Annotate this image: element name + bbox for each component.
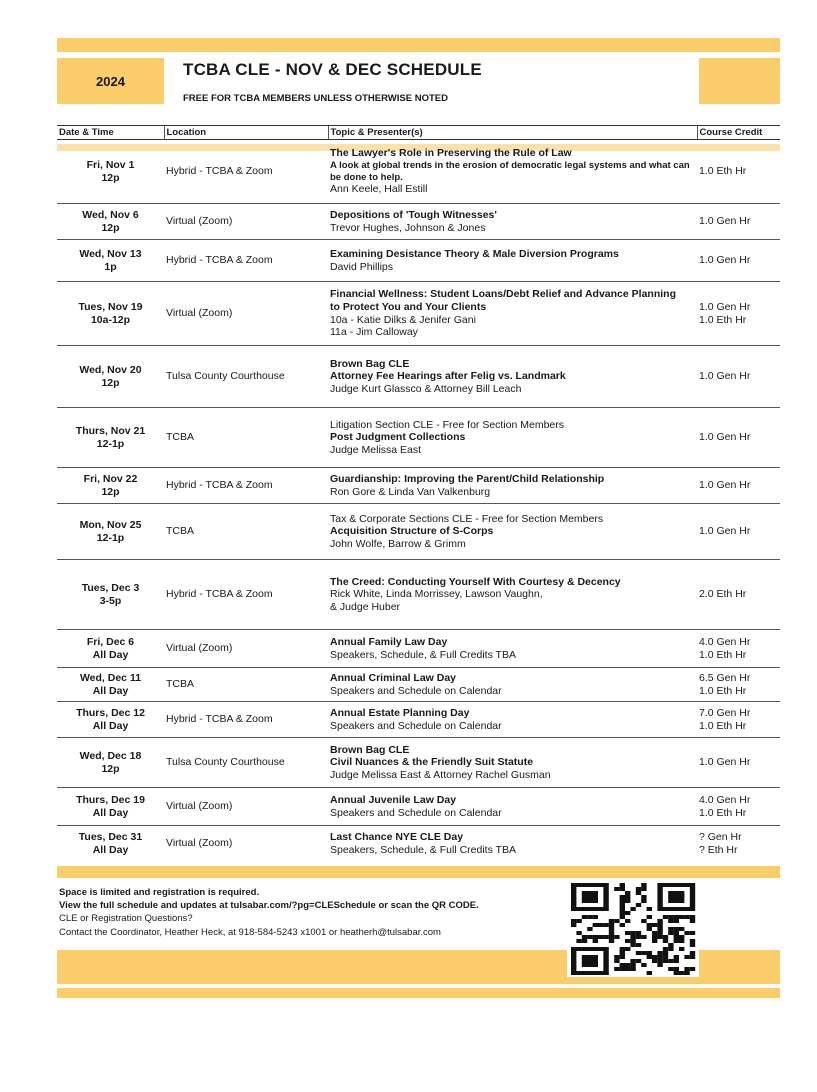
row-topic	[328, 702, 697, 738]
row-time: All Day	[92, 648, 129, 661]
row-date: Wed, Nov 6	[82, 208, 139, 221]
row-credit	[697, 668, 780, 702]
topic-line: Judge Kurt Glassco & Attorney Bill Leach	[330, 382, 522, 395]
row-date-time	[57, 738, 164, 788]
row-credit	[697, 738, 780, 788]
credit-hours: 1.0 Gen Hr	[699, 756, 751, 769]
credit-hours: 2.0 Eth Hr	[699, 588, 747, 601]
table-row	[57, 788, 780, 826]
topic-line: to Protect You and Your Clients	[330, 300, 487, 313]
row-location: Virtual (Zoom)	[164, 630, 328, 668]
table-row	[57, 560, 780, 630]
row-topic	[328, 560, 697, 630]
row-time: 3-5p	[99, 594, 122, 607]
topic-title: Litigation Section CLE - Free for Section Members	[330, 418, 565, 431]
row-location: TCBA	[164, 504, 328, 560]
topic-line: Ron Gore & Linda Van Valkenburg	[330, 485, 491, 498]
topic-line: Post Judgment Collections	[330, 431, 466, 444]
table-row	[57, 504, 780, 560]
topic-line: Rick White, Linda Morrissey, Lawson Vaughn,	[330, 588, 543, 601]
header-accent-box	[699, 58, 780, 104]
table-row	[57, 240, 780, 282]
topic-title: Financial Wellness: Student Loans/Debt Relief and Advance Planning	[330, 288, 676, 301]
schedule-body	[57, 140, 780, 862]
bottom-band	[57, 988, 780, 998]
row-location: Virtual (Zoom)	[164, 282, 328, 346]
row-location: Virtual (Zoom)	[164, 788, 328, 826]
footer-contact: Contact the Coordinator, Heather Heck, at 918-584-5243 x1001 or heatherh@tulsabar.com	[59, 926, 441, 938]
row-date: Wed, Dec 11	[79, 671, 142, 684]
row-date-time	[57, 408, 164, 468]
row-date-time	[57, 702, 164, 738]
table-row	[57, 140, 780, 204]
table-header-row	[57, 126, 780, 140]
row-topic	[328, 468, 697, 504]
row-date: Thurs, Dec 12	[76, 706, 145, 719]
row-time: 12p	[101, 376, 120, 389]
row-date: Tues, Dec 3	[81, 581, 140, 594]
table-row	[57, 826, 780, 862]
credit-hours: 1.0 Gen Hr	[699, 525, 751, 538]
row-location: Hybrid - TCBA & Zoom	[164, 468, 328, 504]
footer-top-band	[57, 866, 780, 878]
topic-line: Speakers and Schedule on Calendar	[330, 719, 502, 732]
credit-hours: 1.0 Gen Hr	[699, 431, 751, 444]
footer-schedule-link: View the full schedule and updates at tulsabar.com/?pg=CLESchedule or scan the QR CODE.	[59, 900, 479, 912]
page-subtitle: FREE FOR TCBA MEMBERS UNLESS OTHERWISE NOTED	[183, 93, 448, 104]
row-date: Wed, Nov 20	[79, 363, 142, 376]
credit-hours: 1.0 Eth Hr	[699, 648, 747, 661]
row-time: 12p	[101, 221, 120, 234]
row-credit	[697, 204, 780, 240]
topic-line: Acquisition Structure of S-Corps	[330, 525, 494, 538]
credit-hours: 1.0 Eth Hr	[699, 719, 747, 732]
schedule-table	[57, 125, 780, 862]
topic-title: Depositions of 'Tough Witnesses'	[330, 208, 497, 221]
row-date: Thurs, Nov 21	[75, 424, 146, 437]
row-credit	[697, 788, 780, 826]
row-topic	[328, 408, 697, 468]
topic-title: Annual Criminal Law Day	[330, 671, 457, 684]
topic-title: Annual Juvenile Law Day	[330, 793, 457, 806]
row-location: Hybrid - TCBA & Zoom	[164, 702, 328, 738]
row-location: Hybrid - TCBA & Zoom	[164, 240, 328, 282]
row-credit	[697, 504, 780, 560]
row-date: Thurs, Dec 19	[76, 793, 145, 806]
credit-hours: 1.0 Gen Hr	[699, 370, 751, 383]
col-header-date: Date & Time	[57, 126, 164, 140]
row-location: Tulsa County Courthouse	[164, 346, 328, 408]
row-time: All Day	[92, 684, 129, 697]
row-date-time	[57, 346, 164, 408]
footer-registration-note: Space is limited and registration is required.	[59, 887, 260, 898]
topic-line: Speakers and Schedule on Calendar	[330, 684, 502, 697]
credit-hours: 1.0 Eth Hr	[699, 806, 747, 819]
schedule-sheet	[57, 38, 780, 998]
row-time: 12-1p	[96, 437, 125, 450]
row-time: 12p	[101, 171, 120, 184]
credit-hours: 4.0 Gen Hr	[699, 635, 751, 648]
topic-line: John Wolfe, Barrow & Grimm	[330, 537, 466, 550]
topic-line: Speakers, Schedule, & Full Credits TBA	[330, 843, 516, 856]
table-row	[57, 702, 780, 738]
topic-line: Speakers and Schedule on Calendar	[330, 806, 502, 819]
row-time: 12p	[101, 762, 120, 775]
qr-code-icon	[567, 881, 699, 977]
topic-line: A look at global trends in the erosion of democratic legal systems and what can be done to help.	[330, 160, 690, 183]
row-topic	[328, 282, 697, 346]
row-time: 12-1p	[96, 531, 125, 544]
table-row	[57, 346, 780, 408]
row-credit	[697, 826, 780, 862]
topic-line: Judge Melissa East	[330, 443, 422, 456]
qr-code-graphic	[567, 881, 699, 977]
topic-title: Brown Bag CLE	[330, 357, 410, 370]
table-row	[57, 408, 780, 468]
row-topic	[328, 346, 697, 408]
row-credit	[697, 346, 780, 408]
topic-line: Trevor Hughes, Johnson & Jones	[330, 221, 486, 234]
row-time: 10a-12p	[90, 313, 131, 326]
credit-hours: 1.0 Gen Hr	[699, 254, 751, 267]
row-location: Hybrid - TCBA & Zoom	[164, 560, 328, 630]
row-date-time	[57, 468, 164, 504]
row-location: Tulsa County Courthouse	[164, 738, 328, 788]
credit-hours: ? Gen Hr	[699, 831, 742, 844]
topic-line: 10a - Katie Dilks & Jenifer Gani	[330, 313, 476, 326]
row-location: TCBA	[164, 668, 328, 702]
row-credit	[697, 630, 780, 668]
row-topic	[328, 630, 697, 668]
credit-hours: 4.0 Gen Hr	[699, 793, 751, 806]
row-date-time	[57, 204, 164, 240]
topic-title: Annual Estate Planning Day	[330, 706, 470, 719]
row-topic	[328, 738, 697, 788]
row-time: All Day	[92, 843, 129, 856]
topic-title: Last Chance NYE CLE Day	[330, 831, 464, 844]
row-time: All Day	[92, 719, 129, 732]
table-row	[57, 468, 780, 504]
row-date-time	[57, 826, 164, 862]
topic-title: Examining Desistance Theory & Male Diversion Programs	[330, 247, 619, 260]
row-credit	[697, 140, 780, 204]
credit-hours: 1.0 Gen Hr	[699, 300, 751, 313]
row-date: Mon, Nov 25	[79, 518, 142, 531]
row-credit	[697, 468, 780, 504]
topic-line: 11a - Jim Calloway	[330, 326, 418, 339]
col-header-topic: Topic & Presenter(s)	[328, 126, 697, 140]
credit-hours: 6.5 Gen Hr	[699, 671, 751, 684]
row-date: Tues, Dec 31	[78, 831, 143, 844]
row-date: Fri, Nov 1	[86, 158, 135, 171]
topic-title: Brown Bag CLE	[330, 743, 410, 756]
row-credit	[697, 240, 780, 282]
table-row	[57, 630, 780, 668]
topic-line: & Judge Huber	[330, 600, 401, 613]
credit-hours: 1.0 Eth Hr	[699, 684, 747, 697]
row-date-time	[57, 140, 164, 204]
topic-line: David Phillips	[330, 260, 394, 273]
footer-notes	[59, 886, 479, 939]
col-header-credit: Course Credit	[697, 126, 780, 140]
topic-title: Guardianship: Improving the Parent/Child Relationship	[330, 472, 605, 485]
topic-title: Tax & Corporate Sections CLE - Free for Section Members	[330, 512, 604, 525]
table-row	[57, 668, 780, 702]
row-credit	[697, 282, 780, 346]
topic-title: Annual Family Law Day	[330, 635, 448, 648]
row-topic	[328, 826, 697, 862]
row-date: Wed, Nov 13	[79, 247, 142, 260]
row-topic	[328, 204, 697, 240]
topic-line: Speakers, Schedule, & Full Credits TBA	[330, 648, 516, 661]
row-topic	[328, 504, 697, 560]
row-location: TCBA	[164, 408, 328, 468]
table-row	[57, 282, 780, 346]
row-topic	[328, 788, 697, 826]
row-location: Virtual (Zoom)	[164, 826, 328, 862]
row-date-time	[57, 504, 164, 560]
topic-line: Ann Keele, Hall Estill	[330, 183, 428, 195]
row-location: Virtual (Zoom)	[164, 204, 328, 240]
topic-title: The Creed: Conducting Yourself With Courtesy & Decency	[330, 575, 621, 588]
row-topic	[328, 240, 697, 282]
footer-questions: CLE or Registration Questions?	[59, 913, 193, 925]
row-date: Fri, Nov 22	[83, 472, 138, 485]
row-credit	[697, 560, 780, 630]
credit-hours: 1.0 Gen Hr	[699, 215, 751, 228]
credit-hours: 7.0 Gen Hr	[699, 706, 751, 719]
table-row	[57, 204, 780, 240]
topic-line: Attorney Fee Hearings after Felig vs. Landmark	[330, 370, 566, 383]
row-topic	[328, 140, 697, 204]
topic-line: Judge Melissa East & Attorney Rachel Gusman	[330, 768, 551, 781]
credit-hours: ? Eth Hr	[699, 843, 738, 856]
row-date-time	[57, 282, 164, 346]
row-date: Wed, Dec 18	[79, 749, 142, 762]
row-location: Hybrid - TCBA & Zoom	[166, 165, 273, 178]
row-date-time	[57, 240, 164, 282]
top-band	[57, 38, 780, 52]
row-time: 1p	[104, 260, 117, 273]
topic-line: Civil Nuances & the Friendly Suit Statute	[330, 756, 534, 769]
credit-hours: 1.0 Eth Hr	[699, 313, 747, 326]
row-time: All Day	[92, 806, 129, 819]
topic-title: The Lawyer's Role in Preserving the Rule of Law	[330, 147, 572, 160]
row-time: 12p	[101, 485, 120, 498]
row-date: Tues, Nov 19	[78, 300, 143, 313]
col-header-location: Location	[164, 126, 328, 140]
row-topic	[328, 668, 697, 702]
row-date-time	[57, 630, 164, 668]
row-date: Fri, Dec 6	[86, 635, 135, 648]
page-title: TCBA CLE - NOV & DEC SCHEDULE	[183, 60, 482, 79]
row-date-time	[57, 788, 164, 826]
row-credit	[697, 702, 780, 738]
row-date-time	[57, 668, 164, 702]
table-row	[57, 738, 780, 788]
credit-hours: 1.0 Eth Hr	[699, 165, 747, 178]
credit-hours: 1.0 Gen Hr	[699, 479, 751, 492]
row-credit	[697, 408, 780, 468]
row-date-time	[57, 560, 164, 630]
year-badge: 2024	[57, 58, 164, 104]
